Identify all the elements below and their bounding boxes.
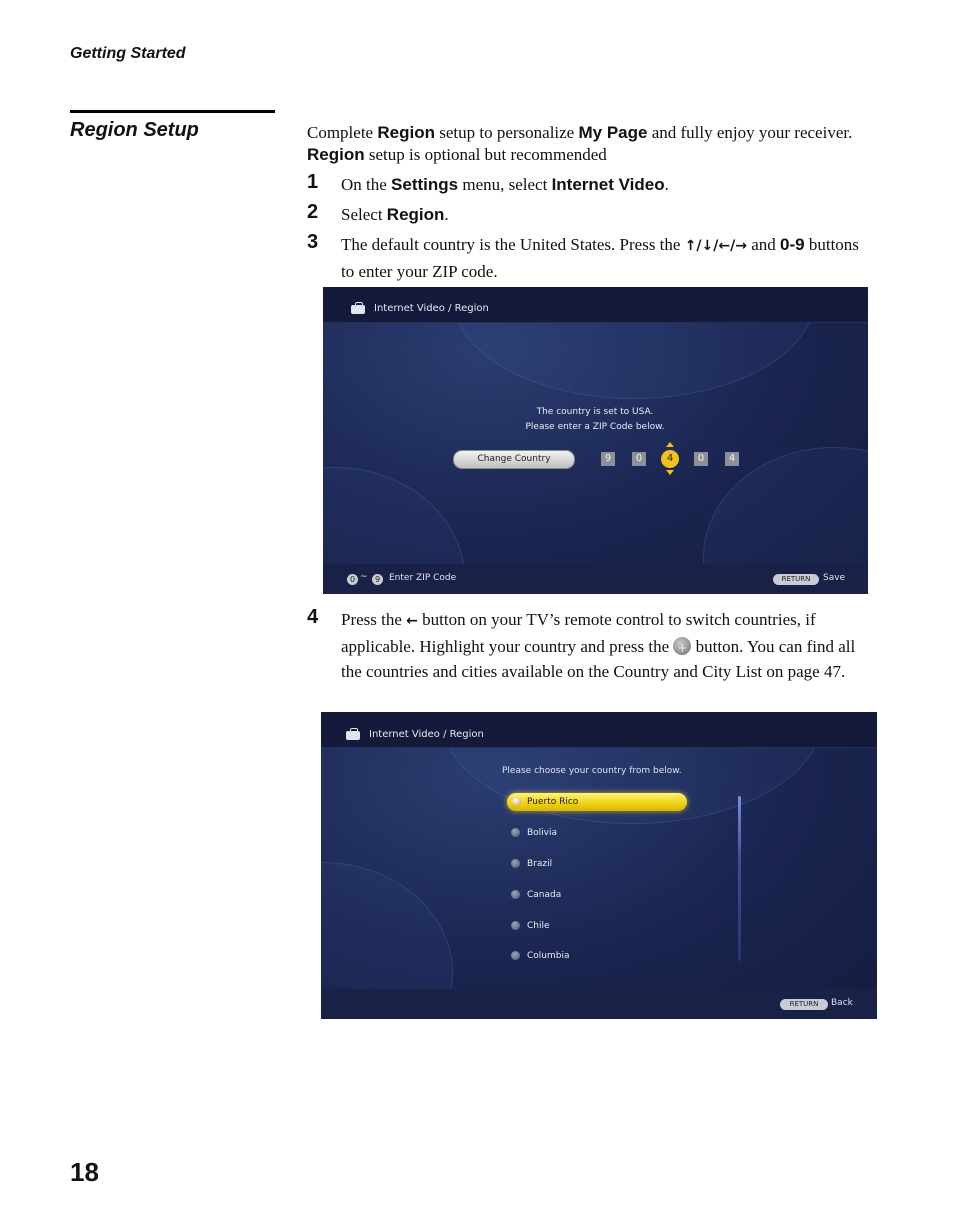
- intro-text: Complete: [307, 123, 378, 142]
- step-bold: Settings: [391, 175, 459, 194]
- country-label: Canada: [527, 890, 562, 900]
- range-tilde: ~: [360, 572, 368, 582]
- screen-title: Internet Video / Region: [369, 729, 484, 740]
- section-rule: [70, 110, 275, 113]
- step-number: 1: [307, 171, 319, 193]
- zip-digit[interactable]: 0: [694, 452, 708, 466]
- step-text: [341, 202, 872, 227]
- step-1: [307, 172, 872, 197]
- radio-icon: [511, 921, 520, 930]
- section-title: Region Setup: [70, 119, 199, 141]
- step-text: [341, 232, 872, 284]
- footer-hint: Enter ZIP Code: [389, 573, 457, 583]
- step-text: [341, 172, 872, 197]
- left-arrow-icon: ←: [406, 613, 418, 629]
- country-label: Bolivia: [527, 828, 558, 838]
- intro-bold: Region: [307, 145, 365, 164]
- radio-icon: [511, 890, 520, 899]
- country-item-puerto-rico[interactable]: [507, 793, 687, 811]
- step-text-part: .: [444, 205, 449, 224]
- intro-text: and fully enjoy your receiver.: [647, 123, 853, 142]
- zip-digit-active[interactable]: 4: [661, 450, 679, 468]
- step-text-part: button. You can find all the countries and cities available on the Country and City List on page 47.: [341, 637, 856, 681]
- step-text-part: Select: [341, 205, 387, 224]
- message-line: The country is set to USA.: [536, 407, 654, 417]
- decrement-caret-icon: [666, 470, 674, 475]
- step-text-part: .: [664, 175, 669, 194]
- list-scrollbar[interactable]: [738, 796, 741, 961]
- country-label: Chile: [527, 921, 550, 931]
- step-bold: Internet Video: [551, 175, 665, 194]
- return-key-icon: RETURN: [773, 574, 819, 585]
- change-country-button[interactable]: Change Country: [453, 450, 575, 469]
- number-key-icon: 9: [372, 574, 383, 585]
- return-key-icon: RETURN: [780, 999, 828, 1010]
- country-prompt: Please choose your country from below.: [502, 766, 682, 776]
- step-bold: Region: [386, 205, 445, 224]
- screen-title: Internet Video / Region: [374, 303, 489, 314]
- step-text-part: Press the: [341, 610, 407, 629]
- step-bold: 0-9: [780, 235, 805, 254]
- step-text-part: On the: [341, 175, 392, 194]
- zip-digit[interactable]: 4: [725, 452, 739, 466]
- screen-footer-bar: [321, 989, 877, 1019]
- radio-icon: [511, 859, 520, 868]
- intro-paragraph: [307, 122, 867, 166]
- intro-bold: My Page: [578, 123, 648, 142]
- running-header: Getting Started: [70, 45, 186, 62]
- step-text-part: buttons to enter your ZIP code.: [341, 235, 859, 281]
- intro-bold: Region: [377, 123, 435, 142]
- radio-icon: [512, 797, 521, 806]
- return-action-label: Back: [831, 998, 853, 1008]
- step-2: [307, 202, 872, 227]
- step-text-part: and: [746, 235, 781, 254]
- toolbox-icon: [346, 731, 360, 740]
- intro-text: setup to personalize: [434, 123, 579, 142]
- step-text-part: menu, select: [458, 175, 552, 194]
- screen-title-bar: [323, 287, 868, 323]
- step-text: [341, 607, 872, 684]
- return-action-label: Save: [823, 573, 846, 583]
- country-label: Columbia: [527, 951, 570, 961]
- radio-icon: [511, 951, 520, 960]
- step-number: 4: [307, 606, 319, 628]
- zip-digit[interactable]: 9: [601, 452, 615, 466]
- country-label: Brazil: [527, 859, 553, 869]
- step-number: 3: [307, 231, 319, 253]
- step-number: 2: [307, 201, 319, 223]
- screen-title-bar: [321, 712, 877, 748]
- zip-digit[interactable]: 0: [632, 452, 646, 466]
- tv-screen-country-list: [321, 712, 877, 1019]
- radio-icon: [511, 828, 520, 837]
- page-number: 18: [70, 1157, 99, 1187]
- intro-text: setup is optional but recommended: [364, 145, 607, 164]
- message-line: Please enter a ZIP Code below.: [525, 422, 665, 432]
- country-message: [445, 405, 745, 435]
- step-text-part: The default country is the United States. Press the: [341, 235, 685, 254]
- enter-button-icon: [673, 637, 691, 655]
- step-text-part: button on your TV’s remote control to switch countries, if applicable. Highlight your country and press the: [341, 610, 816, 656]
- tv-screen-zip-entry: [323, 287, 868, 594]
- step-4: [307, 607, 872, 684]
- number-key-icon: 0: [347, 574, 358, 585]
- increment-caret-icon: [666, 442, 674, 447]
- step-3: [307, 232, 872, 284]
- country-label: Puerto Rico: [527, 797, 579, 807]
- arrow-keys-icon: ↑/↓/←/→: [684, 238, 747, 254]
- toolbox-icon: [351, 305, 365, 314]
- screen-footer-bar: [323, 564, 868, 594]
